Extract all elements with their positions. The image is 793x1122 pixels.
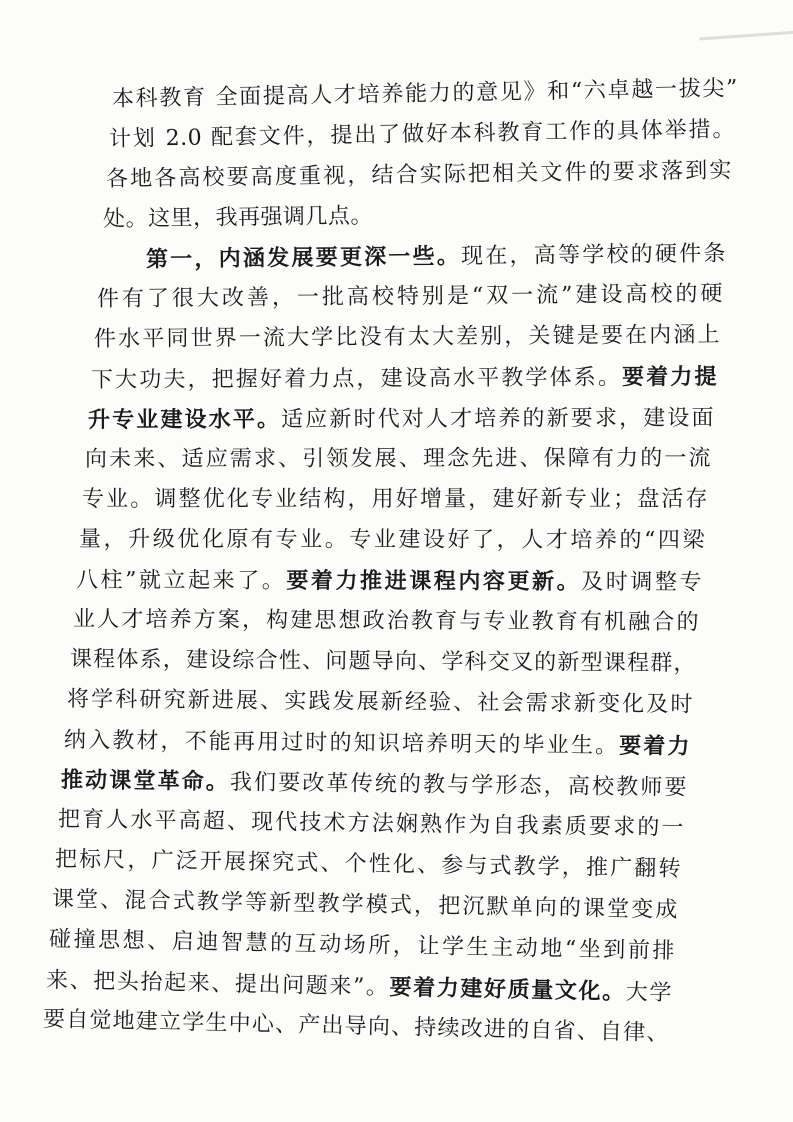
text-line <box>76 560 702 602</box>
text-run: 将学科研究新进展、实践发展新经验、社会需求新变化及时 <box>66 687 694 718</box>
text-line <box>88 398 714 440</box>
text-run: 把育人水平高超、现代技术方法娴熟作为自我素质要求的一 <box>57 807 685 841</box>
text-run: 课堂、混合式教学等新型教学模式，把沉默单向的课堂变成 <box>51 887 679 923</box>
text-run: 大学 <box>625 980 673 1007</box>
bold-text-run: 第一，内涵发展要更深一些。 <box>145 243 462 273</box>
text-run: 我们要改革传统的教与学形态，高校教师要 <box>229 770 688 801</box>
bold-text-run: 要着力提 <box>621 363 718 391</box>
text-run: 业人才培养方案，构建思想政治教育与专业教育有机融合的 <box>72 607 700 636</box>
text-run: 要自觉地建立学生中心、产出导向、持续改进的自省、自律、 <box>42 1007 670 1047</box>
text-run: 把标尺，广泛开展探究式、个性化、参与式教学，推广翻转 <box>54 847 682 882</box>
text-run: 八柱”就立起来了。 <box>75 568 287 594</box>
text-line <box>64 720 690 767</box>
text-run: 下大功夫，把握好着力点，建设高水平教学体系。 <box>90 365 623 393</box>
bold-text-run: 推动课堂革命。 <box>60 767 231 796</box>
text-line <box>97 275 723 320</box>
text-line <box>67 680 693 725</box>
bold-text-run: 要着力建好质量文化。 <box>389 974 627 1006</box>
text-run: 适应新时代对人才培养的新要求，建设面 <box>281 405 715 433</box>
text-run: 来、把头抬起来、提出问题来”。 <box>45 968 390 1001</box>
document-text <box>42 76 739 1047</box>
text-run: 及时调整专 <box>581 569 703 596</box>
text-run: 计划 2.0 配套文件，提出了做好本科教育工作的具体举措。 <box>108 117 736 152</box>
text-run: 课程体系，建设综合性、问题导向、学科交叉的新型课程群， <box>69 647 697 677</box>
text-run: 向未来、适应需求、引领发展、理念先进、保障有力的一流 <box>84 445 712 472</box>
text-run: 处。这里，我再强调几点。 <box>102 203 374 232</box>
scan-artifact-line <box>699 31 793 41</box>
bold-text-run: 要着力推进课程内容更新。 <box>286 567 582 595</box>
text-run: 现在，高等学校的硬件条 <box>460 241 727 270</box>
text-run: 件有了很大改善，一批高校特别是“双一流”建设高校的硬 <box>96 281 724 312</box>
text-run: 纳入教材，不能再用过时的知识培养明天的毕业生。 <box>63 728 620 759</box>
text-run: 本科教育 全面提高人才培养能力的意见》和“六卓越一拔尖” <box>111 76 739 112</box>
text-line <box>103 192 729 240</box>
bold-text-run: 升专业建设水平。 <box>87 406 282 433</box>
text-line <box>91 357 717 400</box>
text-line <box>70 640 696 684</box>
text-line <box>82 480 708 520</box>
bold-text-run: 要着力 <box>619 732 691 760</box>
text-line <box>85 439 711 480</box>
text-run: 碰撞思想、启迪智慧的互动场所，让学生主动地“坐到前排 <box>48 927 676 965</box>
text-run: 件水平同世界一流大学比没有太大差别，关键是要在内涵上 <box>93 322 721 352</box>
text-run: 量，升级优化原有专业。专业建设好了，人才培养的“四梁 <box>78 527 706 554</box>
text-run: 各地各高校要高度重视，结合实际把相关文件的要求落到实 <box>105 158 733 192</box>
text-run: 专业。调整优化专业结构，用好增量，建好新专业；盘活存 <box>82 487 708 512</box>
text-line <box>100 233 726 280</box>
text-line <box>73 600 699 643</box>
text-line <box>94 316 720 360</box>
text-line <box>79 520 705 561</box>
